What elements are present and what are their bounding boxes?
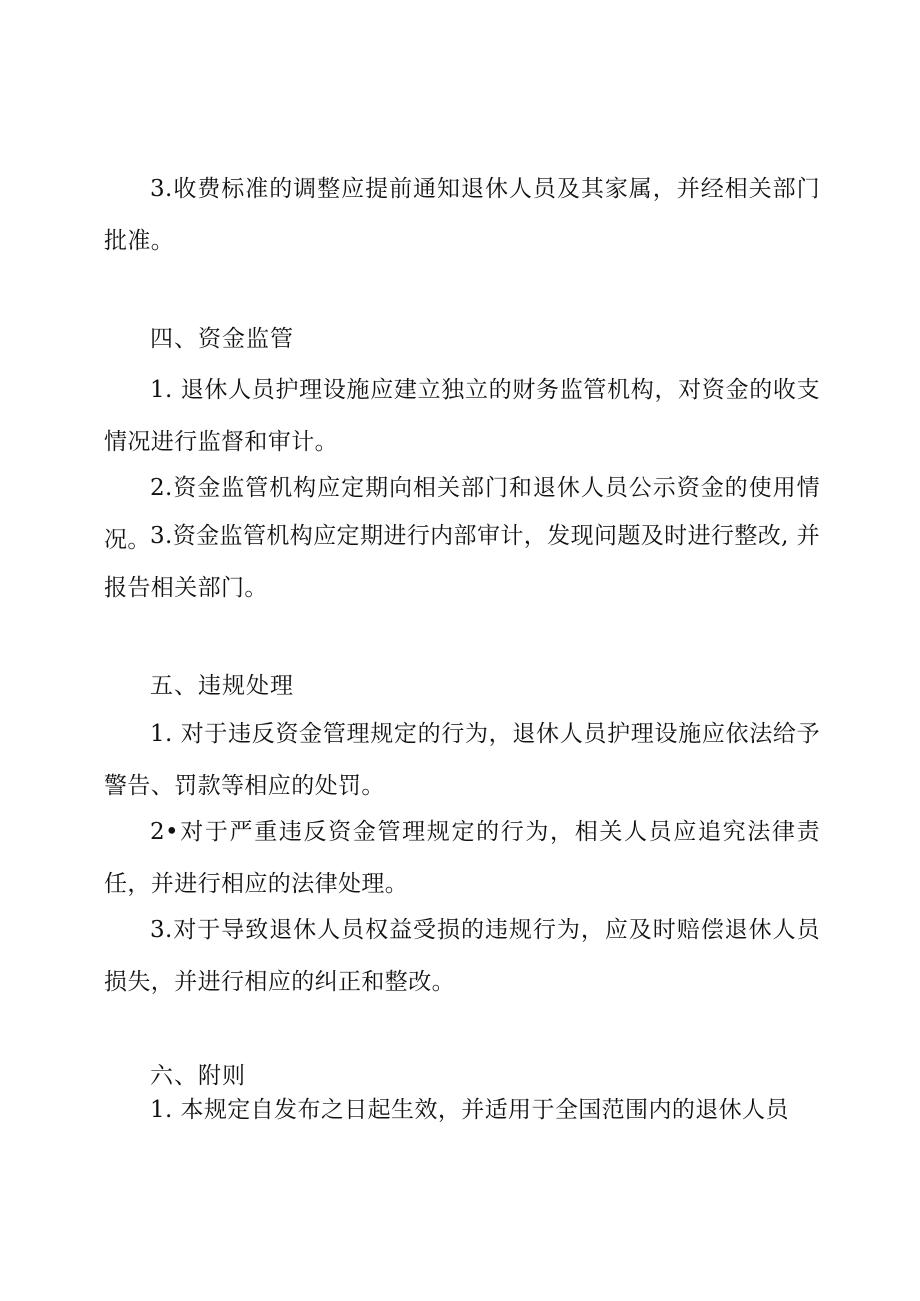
section-heading-4: 四、资金监管 — [150, 326, 294, 352]
paragraph-6-1: 1. 本规定自发布之日起生效，并适用于全国范围内的退休人员 — [150, 1097, 789, 1123]
paragraph-4-3: 3.资金监管机构应定期进行内部审计，发现问题及时进行整改, 并报告相关部门。 — [104, 523, 820, 601]
paragraph-4-1: 1. 退休人员护理设施应建立独立的财务监管机构，对资金的收支情况进行监督和审计。 — [104, 377, 820, 455]
paragraph-5-2: 2•对于严重违反资金管理规定的行为，相关人员应追究法律责任，并进行相应的法律处理。 — [104, 819, 820, 897]
paragraph-4-2: 2.资金监管机构应定期向相关部门和退休人员公示资金的使用情况。 — [104, 475, 820, 553]
paragraph-5-3: 3.对于导致退休人员权益受损的违规行为，应及时赔偿退休人员损失，并进行相应的纠正和整改。 — [104, 917, 820, 995]
paragraph-3-1: 3.收费标准的调整应提前通知退休人员及其家属，并经相关部门批准。 — [104, 176, 820, 254]
paragraph-5-1: 1. 对于违反资金管理规定的行为，退休人员护理设施应依法给予警告、罚款等相应的处罚。 — [104, 721, 820, 799]
section-heading-6: 六、附则 — [150, 1063, 246, 1089]
section-heading-5: 五、违规处理 — [150, 673, 294, 699]
